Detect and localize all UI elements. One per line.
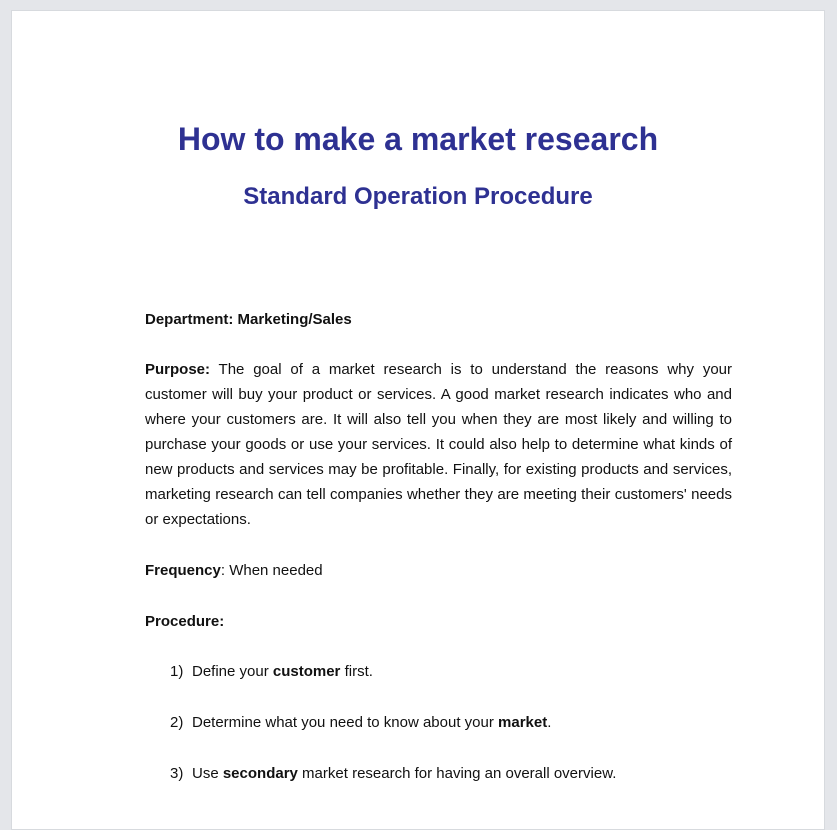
procedure-heading: Procedure:: [145, 613, 225, 630]
frequency-label: Frequency: [145, 562, 221, 579]
step-keyword: market: [498, 714, 548, 731]
frequency-text: : When needed: [220, 562, 323, 579]
procedure-step: [170, 761, 732, 786]
purpose-label: Purpose:: [145, 361, 211, 378]
frequency-line: [145, 558, 732, 583]
document-subtitle: Standard Operation Procedure: [243, 183, 593, 210]
document-page: [11, 10, 825, 830]
document-title: How to make a market research: [177, 121, 659, 157]
step-text: Determine what you need to know about your: [192, 714, 499, 731]
procedure-step: [170, 710, 732, 735]
step-text-end: first.: [340, 663, 373, 680]
step-text: Use: [192, 765, 223, 782]
step-text-end: market research for having an overall overview.: [297, 765, 617, 782]
step-text: Define your: [192, 663, 273, 680]
step-keyword: customer: [272, 663, 341, 680]
department-line: Department: Marketing/Sales: [145, 311, 352, 328]
purpose-paragraph: [145, 357, 732, 532]
step-number: 1): [170, 663, 184, 680]
step-number: 3): [170, 765, 184, 782]
step-keyword: secondary: [222, 765, 298, 782]
step-number: 2): [170, 714, 184, 731]
document-body: [145, 307, 732, 812]
purpose-text: The goal of a market research is to understand the reasons why your customer will buy your product or services. A good market research indicates who and where your customers are. It will also tell you when they are most likely and willing to purchase your goods or use your services. It could also help to determine what kinds of new products and services may be profitable. Finally, for existing products and services, marketing research can tell companies whether they are meeting their customers' needs or expectations.: [145, 361, 732, 528]
procedure-steps: [145, 659, 732, 786]
procedure-step: [170, 659, 732, 684]
step-text-end: .: [547, 714, 552, 731]
